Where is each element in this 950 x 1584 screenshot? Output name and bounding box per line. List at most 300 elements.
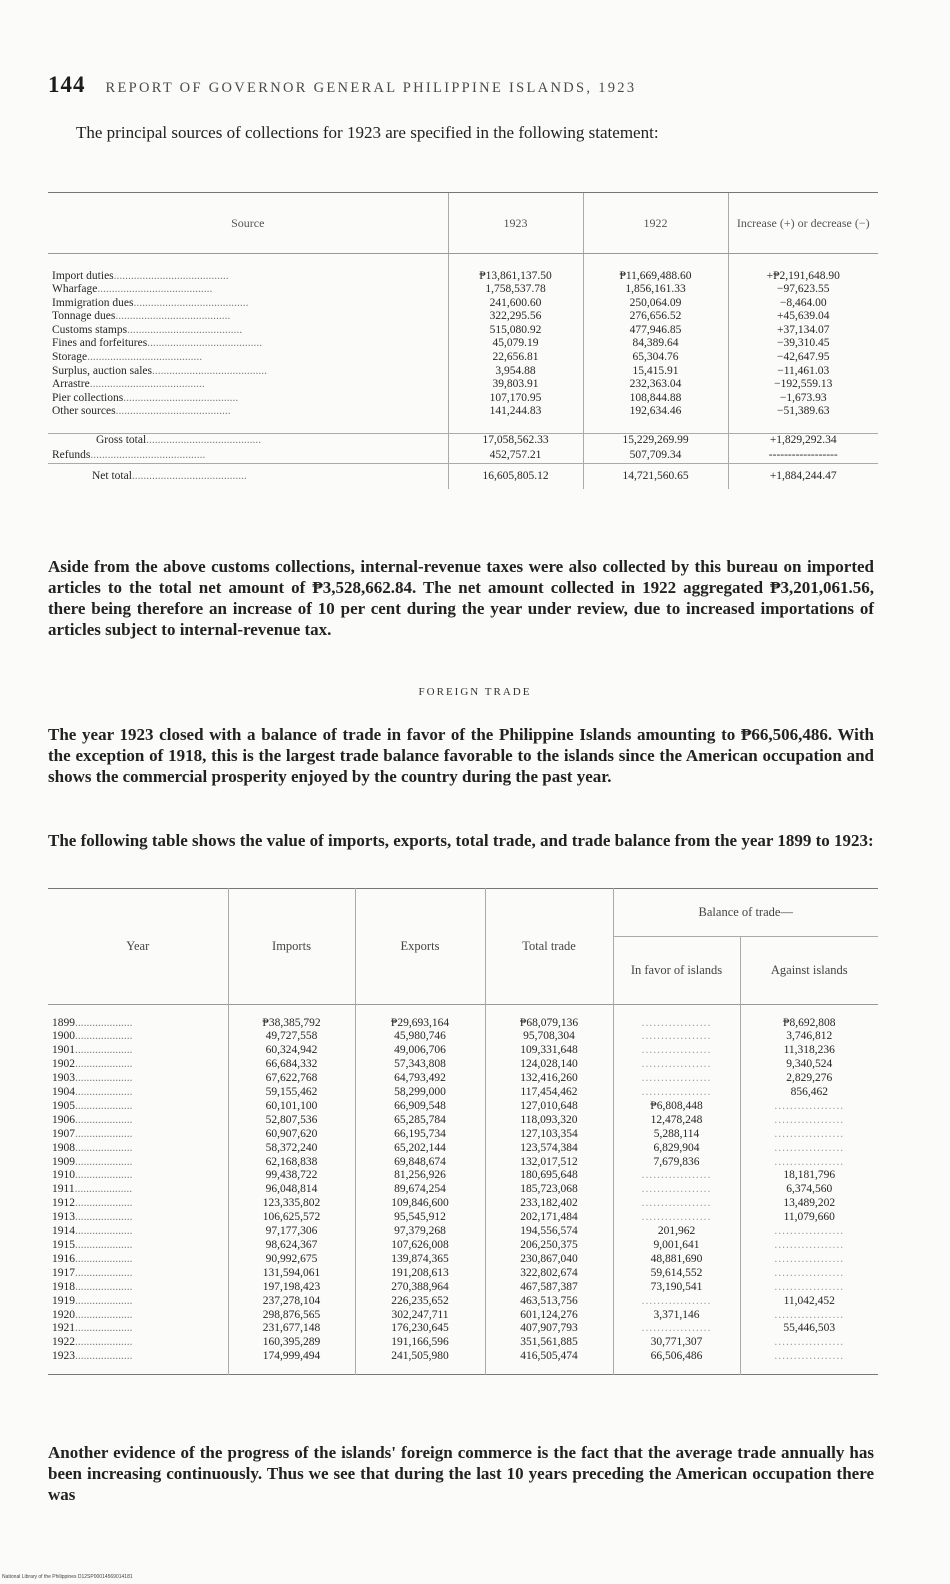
value-cell-imports: 298,876,565 <box>228 1309 355 1323</box>
year-label: 1908 <box>52 1141 75 1154</box>
internal-revenue-paragraph: Aside from the above customs collections, internal-revenue taxes were also collected by this bureau on imported articles to the total net amount of ₱3,528,662.84. The net amount collected in 1922 aggregated ₱3,201,061.56, there being therefore an increase of 10 per cent during the year under review, due to increased importations of articles subject to internal-revenue tax. <box>48 557 874 639</box>
year-label: 1914 <box>52 1225 75 1238</box>
value-cell-v1922: ₱11,669,488.60 <box>583 270 728 284</box>
table-row <box>48 1336 878 1350</box>
table-row <box>48 1017 878 1031</box>
leader-dots: .................... <box>75 1350 133 1363</box>
value-cell-imports: 197,198,423 <box>228 1281 355 1295</box>
value-cell-total: 132,017,512 <box>485 1156 613 1170</box>
value-cell-v1923: 39,803.91 <box>448 378 583 392</box>
value-cell-imports: 174,999,494 <box>228 1350 355 1364</box>
year-label: 1909 <box>52 1155 75 1168</box>
leader-dots: .................... <box>75 1336 133 1349</box>
value-cell-change: −51,389.63 <box>728 405 878 419</box>
year-label: 1918 <box>52 1280 75 1293</box>
year-cell <box>48 1211 228 1225</box>
value-cell-change: −1,673.93 <box>728 392 878 406</box>
value-cell-v1923: 107,170.95 <box>448 392 583 406</box>
value-cell-total: 463,513,756 <box>485 1295 613 1309</box>
source-cell <box>48 324 448 338</box>
value-cell-v1922: 1,856,161.33 <box>583 283 728 297</box>
year-cell <box>48 1072 228 1086</box>
value-cell-exports: 49,006,706 <box>355 1044 485 1058</box>
page-header <box>48 72 878 98</box>
value-cell-v1923: 3,954.88 <box>448 365 583 379</box>
year-label: 1906 <box>52 1113 75 1126</box>
value-cell-imports: 49,727,558 <box>228 1030 355 1044</box>
value-cell-change: −42,647.95 <box>728 351 878 365</box>
value-cell-imports: 58,372,240 <box>228 1142 355 1156</box>
source-cell <box>48 378 448 392</box>
leader-dots: ........................................ <box>146 434 262 447</box>
value-cell-v1923: 322,295.56 <box>448 310 583 324</box>
value-cell-favor: .................. <box>613 1197 740 1211</box>
year-label: 1907 <box>52 1127 75 1140</box>
value-cell-v1923: 141,244.83 <box>448 405 583 419</box>
year-label: 1900 <box>52 1030 75 1043</box>
year-cell <box>48 1156 228 1170</box>
value-cell-imports: 60,907,620 <box>228 1128 355 1142</box>
col-header-balance: Balance of trade— <box>613 889 878 937</box>
value-cell-exports: 97,379,268 <box>355 1225 485 1239</box>
value-cell-favor: ₱6,808,448 <box>613 1100 740 1114</box>
source-cell <box>48 310 448 324</box>
value-cell-against: 11,318,236 <box>740 1044 878 1058</box>
table-row <box>48 365 878 379</box>
value-cell-total: 117,454,462 <box>485 1086 613 1100</box>
value-cell-against: 9,340,524 <box>740 1058 878 1072</box>
year-label: 1915 <box>52 1239 75 1251</box>
year-label: 1919 <box>52 1294 75 1307</box>
value-cell-change: +1,829,292.34 <box>728 433 878 449</box>
value-cell-imports: 59,155,462 <box>228 1086 355 1100</box>
value-cell-change: +1,884,244.47 <box>728 463 878 489</box>
value-cell-exports: 81,256,926 <box>355 1169 485 1183</box>
value-cell-exports: 64,793,492 <box>355 1072 485 1086</box>
value-cell-total: 233,182,402 <box>485 1197 613 1211</box>
col-header-year: Year <box>126 939 150 953</box>
leader-dots: ........................................ <box>115 310 231 323</box>
source-label: Tonnage dues <box>52 310 116 323</box>
table-row <box>48 1058 878 1072</box>
source-cell <box>48 449 448 463</box>
value-cell-favor: .................. <box>613 1044 740 1058</box>
value-cell-total: 194,556,574 <box>485 1225 613 1239</box>
value-cell-imports: 131,594,061 <box>228 1267 355 1281</box>
leader-dots: .................... <box>75 1113 133 1126</box>
year-cell <box>48 1128 228 1142</box>
source-cell <box>48 297 448 311</box>
value-cell-v1922: 507,709.34 <box>583 449 728 463</box>
trade-table <box>48 888 878 1375</box>
year-label: 1904 <box>52 1086 75 1099</box>
leader-dots: ........................................ <box>131 469 247 482</box>
year-cell <box>48 1058 228 1072</box>
value-cell-exports: 58,299,000 <box>355 1086 485 1100</box>
table-row <box>48 1183 878 1197</box>
year-cell <box>48 1239 228 1253</box>
value-cell-against: .................. <box>740 1156 878 1170</box>
source-cell <box>48 337 448 351</box>
value-cell-v1922: 108,844.88 <box>583 392 728 406</box>
value-cell-against: .................. <box>740 1281 878 1295</box>
value-cell-against: .................. <box>740 1114 878 1128</box>
value-cell-v1923: ₱13,861,137.50 <box>448 270 583 284</box>
year-label: 1910 <box>52 1169 75 1182</box>
source-label: Refunds <box>52 449 91 462</box>
value-cell-against: 11,079,660 <box>740 1211 878 1225</box>
year-label: 1911 <box>52 1183 75 1196</box>
value-cell-change: +₱2,191,648.90 <box>728 270 878 284</box>
leader-dots: .................... <box>75 1086 133 1099</box>
value-cell-total: 180,695,648 <box>485 1169 613 1183</box>
section-title: FOREIGN TRADE <box>418 686 532 698</box>
value-cell-imports: 231,677,148 <box>228 1322 355 1336</box>
source-label: Storage <box>52 351 88 364</box>
value-cell-against: .................. <box>740 1253 878 1267</box>
source-label: Arrastre <box>52 378 90 391</box>
col-header-imports: Imports <box>228 889 355 1005</box>
value-cell-imports: 67,622,768 <box>228 1072 355 1086</box>
value-cell-favor: 3,371,146 <box>613 1309 740 1323</box>
value-cell-exports: ₱29,693,164 <box>355 1017 485 1031</box>
value-cell-against: .................. <box>740 1100 878 1114</box>
value-cell-favor: .................. <box>613 1086 740 1100</box>
leader-dots: .................... <box>75 1280 133 1293</box>
year-cell <box>48 1044 228 1058</box>
value-cell-imports: 96,048,814 <box>228 1183 355 1197</box>
value-cell-exports: 176,230,645 <box>355 1322 485 1336</box>
value-cell-v1922: 232,363.04 <box>583 378 728 392</box>
table-row <box>48 405 878 419</box>
year-cell <box>48 1225 228 1239</box>
value-cell-exports: 89,674,254 <box>355 1183 485 1197</box>
value-cell-change: −11,461.03 <box>728 365 878 379</box>
spacer-row <box>48 254 878 270</box>
leader-dots: .................... <box>75 1211 133 1224</box>
value-cell-favor: .................. <box>613 1183 740 1197</box>
value-cell-favor: .................. <box>613 1058 740 1072</box>
table-row <box>48 392 878 406</box>
source-cell <box>48 270 448 284</box>
leader-dots: .................... <box>75 1155 133 1168</box>
value-cell-exports: 95,545,912 <box>355 1211 485 1225</box>
value-cell-total: 127,103,354 <box>485 1128 613 1142</box>
table-row <box>48 463 878 489</box>
leader-dots: .................... <box>75 1016 133 1029</box>
collections-table <box>48 192 878 489</box>
source-cell <box>48 392 448 406</box>
value-cell-total: 407,907,793 <box>485 1322 613 1336</box>
value-cell-imports: 106,625,572 <box>228 1211 355 1225</box>
value-cell-favor: .................. <box>613 1030 740 1044</box>
value-cell-against: 6,374,560 <box>740 1183 878 1197</box>
table-row <box>48 270 878 284</box>
year-cell <box>48 1017 228 1031</box>
source-label: Customs stamps <box>52 323 128 336</box>
value-cell-against: ₱8,692,808 <box>740 1017 878 1031</box>
table-row <box>48 449 878 463</box>
value-cell-change: −39,310.45 <box>728 337 878 351</box>
value-cell-v1923: 515,080.92 <box>448 324 583 338</box>
year-cell <box>48 1295 228 1309</box>
value-cell-v1922: 15,229,269.99 <box>583 433 728 449</box>
table-row <box>48 1072 878 1086</box>
source-label: Import duties <box>52 269 114 282</box>
value-cell-against: .................. <box>740 1128 878 1142</box>
year-cell <box>48 1142 228 1156</box>
table-row <box>48 1044 878 1058</box>
table-row <box>48 1197 878 1211</box>
leader-dots: .................... <box>75 1141 133 1154</box>
trade-body <box>48 1005 878 1375</box>
year-cell <box>48 1336 228 1350</box>
value-cell-favor: 6,829,904 <box>613 1142 740 1156</box>
value-cell-exports: 69,848,674 <box>355 1156 485 1170</box>
table-row <box>48 1030 878 1044</box>
value-cell-against: .................. <box>740 1350 878 1364</box>
value-cell-v1923: 452,757.21 <box>448 449 583 463</box>
value-cell-favor: .................. <box>613 1017 740 1031</box>
value-cell-imports: 237,278,104 <box>228 1295 355 1309</box>
value-cell-exports: 45,980,746 <box>355 1030 485 1044</box>
value-cell-favor: .................. <box>613 1211 740 1225</box>
table-row <box>48 1169 878 1183</box>
leader-dots: .................... <box>75 1169 133 1182</box>
value-cell-v1922: 14,721,560.65 <box>583 463 728 489</box>
year-cell <box>48 1183 228 1197</box>
leader-dots: .................... <box>75 1252 133 1265</box>
source-label: Wharfage <box>52 283 98 296</box>
value-cell-total: 124,028,140 <box>485 1058 613 1072</box>
value-cell-total: 123,574,384 <box>485 1142 613 1156</box>
year-cell <box>48 1086 228 1100</box>
year-cell <box>48 1350 228 1364</box>
value-cell-exports: 241,505,980 <box>355 1350 485 1364</box>
year-cell <box>48 1309 228 1323</box>
value-cell-v1923: 22,656.81 <box>448 351 583 365</box>
leader-dots: ........................................ <box>113 269 229 282</box>
value-cell-against: .................. <box>740 1267 878 1281</box>
table-row <box>48 1156 878 1170</box>
source-cell <box>48 463 448 489</box>
leader-dots: ........................................ <box>115 405 231 418</box>
year-cell <box>48 1114 228 1128</box>
col-header-change: Increase (+) or decrease (−) <box>728 193 878 254</box>
col-header-1923: 1923 <box>448 193 583 254</box>
year-label: 1922 <box>52 1336 75 1349</box>
value-cell-total: ₱68,079,136 <box>485 1017 613 1031</box>
leader-dots: .................... <box>75 1266 133 1279</box>
table-row <box>48 1114 878 1128</box>
value-cell-favor: 30,771,307 <box>613 1336 740 1350</box>
table-row <box>48 1295 878 1309</box>
year-label: 1923 <box>52 1350 75 1363</box>
value-cell-v1922: 192,634.46 <box>583 405 728 419</box>
col-header-1922: 1922 <box>583 193 728 254</box>
value-cell-favor: 59,614,552 <box>613 1267 740 1281</box>
col-header-against: Against islands <box>740 937 878 1005</box>
value-cell-favor: 9,001,641 <box>613 1239 740 1253</box>
value-cell-imports: 60,101,100 <box>228 1100 355 1114</box>
value-cell-v1923: 1,758,537.78 <box>448 283 583 297</box>
leader-dots: .................... <box>75 1072 133 1085</box>
leader-dots: .................... <box>75 1058 133 1071</box>
source-label: Pier collections <box>52 391 124 404</box>
value-cell-imports: ₱38,385,792 <box>228 1017 355 1031</box>
value-cell-total: 230,867,040 <box>485 1253 613 1267</box>
value-cell-against: .................. <box>740 1239 878 1253</box>
col-header-source: Source <box>48 193 448 254</box>
leader-dots: ........................................ <box>147 337 263 350</box>
value-cell-v1922: 15,415.91 <box>583 365 728 379</box>
value-cell-imports: 97,177,306 <box>228 1225 355 1239</box>
table-row <box>48 378 878 392</box>
value-cell-against: 18,181,796 <box>740 1169 878 1183</box>
value-cell-total: 206,250,375 <box>485 1239 613 1253</box>
year-label: 1912 <box>52 1197 75 1210</box>
table-row <box>48 1142 878 1156</box>
value-cell-v1923: 16,605,805.12 <box>448 463 583 489</box>
value-cell-v1923: 17,058,562.33 <box>448 433 583 449</box>
value-cell-favor: 12,478,248 <box>613 1114 740 1128</box>
leader-dots: ........................................ <box>151 364 267 377</box>
table-row <box>48 1350 878 1364</box>
table-end-row <box>48 1364 878 1374</box>
value-cell-against: 13,489,202 <box>740 1197 878 1211</box>
value-cell-favor: 7,679,836 <box>613 1156 740 1170</box>
source-label: Other sources <box>52 405 116 418</box>
value-cell-against: 856,462 <box>740 1086 878 1100</box>
year-label: 1905 <box>52 1099 75 1112</box>
year-label: 1920 <box>52 1308 75 1321</box>
leader-dots: ........................................ <box>97 283 213 296</box>
value-cell-change: +37,134.07 <box>728 324 878 338</box>
leader-dots: .................... <box>74 1183 133 1196</box>
table-row <box>48 351 878 365</box>
year-label: 1901 <box>52 1044 75 1057</box>
year-label: 1916 <box>52 1252 75 1265</box>
value-cell-v1922: 84,389.64 <box>583 337 728 351</box>
value-cell-total: 351,561,885 <box>485 1336 613 1350</box>
value-cell-favor: .................. <box>613 1322 740 1336</box>
page-number: 144 <box>48 72 86 97</box>
table-intro-paragraph: The following table shows the value of imports, exports, total trade, and trade balance from the year 1899 to 1923: <box>48 831 874 850</box>
value-cell-total: 118,093,320 <box>485 1114 613 1128</box>
year-label: 1917 <box>52 1266 75 1279</box>
year-label: 1913 <box>52 1211 75 1224</box>
leader-dots: .................... <box>75 1239 133 1251</box>
value-cell-exports: 57,343,808 <box>355 1058 485 1072</box>
leader-dots: .................... <box>75 1099 133 1112</box>
spacer-row <box>48 1005 878 1017</box>
value-cell-exports: 65,202,144 <box>355 1142 485 1156</box>
year-label: 1903 <box>52 1072 75 1085</box>
value-cell-against: 55,446,503 <box>740 1322 878 1336</box>
year-cell <box>48 1030 228 1044</box>
source-label: Immigration dues <box>52 296 134 309</box>
source-cell <box>48 365 448 379</box>
value-cell-against: 11,042,452 <box>740 1295 878 1309</box>
table-row <box>48 1086 878 1100</box>
year-label: 1902 <box>52 1058 75 1071</box>
table-row <box>48 1309 878 1323</box>
value-cell-total: 202,171,484 <box>485 1211 613 1225</box>
col-header-exports: Exports <box>355 889 485 1005</box>
leader-dots: ........................................ <box>123 391 239 404</box>
value-cell-favor: 201,962 <box>613 1225 740 1239</box>
leader-dots: .................... <box>75 1322 133 1335</box>
value-cell-imports: 62,168,838 <box>228 1156 355 1170</box>
value-cell-total: 127,010,648 <box>485 1100 613 1114</box>
value-cell-total: 185,723,068 <box>485 1183 613 1197</box>
source-cell <box>48 433 448 449</box>
value-cell-exports: 270,388,964 <box>355 1281 485 1295</box>
table-row <box>48 1239 878 1253</box>
source-cell <box>48 283 448 297</box>
year-cell <box>48 1322 228 1336</box>
source-label: Fines and forfeitures <box>52 337 148 350</box>
table-row <box>48 1211 878 1225</box>
source-cell <box>48 351 448 365</box>
value-cell-change: −8,464.00 <box>728 297 878 311</box>
leader-dots: .................... <box>75 1225 133 1238</box>
value-cell-change: ------------------ <box>728 449 878 463</box>
year-cell <box>48 1281 228 1295</box>
closing-paragraph: Another evidence of the progress of the islands' foreign commerce is the fact that the average trade annually has been increasing continuously. Thus we see that during the last 10 years preceding the American occupation there was <box>48 1443 874 1504</box>
value-cell-imports: 99,438,722 <box>228 1169 355 1183</box>
leader-dots: ........................................ <box>87 351 203 364</box>
year-label: 1921 <box>52 1322 75 1335</box>
leader-dots: .................... <box>75 1294 133 1307</box>
value-cell-imports: 90,992,675 <box>228 1253 355 1267</box>
col-header-in-favor: In favor of islands <box>613 937 740 1005</box>
table-row <box>48 433 878 449</box>
spacer-row <box>48 419 878 433</box>
value-cell-imports: 98,624,367 <box>228 1239 355 1253</box>
value-cell-against: .................. <box>740 1336 878 1350</box>
value-cell-against: 2,829,276 <box>740 1072 878 1086</box>
year-cell <box>48 1169 228 1183</box>
year-cell <box>48 1100 228 1114</box>
value-cell-imports: 66,684,332 <box>228 1058 355 1072</box>
leader-dots: ........................................ <box>133 296 249 309</box>
value-cell-against: 3,746,812 <box>740 1030 878 1044</box>
table-row <box>48 1267 878 1281</box>
leader-dots: .................... <box>75 1044 133 1057</box>
value-cell-total: 95,708,304 <box>485 1030 613 1044</box>
leader-dots: ........................................ <box>127 323 243 336</box>
value-cell-exports: 226,235,652 <box>355 1295 485 1309</box>
leader-dots: .................... <box>75 1308 133 1321</box>
table-row <box>48 1128 878 1142</box>
running-title: REPORT OF GOVERNOR GENERAL PHILIPPINE ISLANDS, 1923 <box>105 80 637 96</box>
table-row <box>48 1253 878 1267</box>
leader-dots: .................... <box>75 1127 133 1140</box>
value-cell-favor: 66,506,486 <box>613 1350 740 1364</box>
value-cell-exports: 66,195,734 <box>355 1128 485 1142</box>
value-cell-change: +45,639.04 <box>728 310 878 324</box>
year-cell <box>48 1253 228 1267</box>
value-cell-v1922: 276,656.52 <box>583 310 728 324</box>
value-cell-against: .................. <box>740 1309 878 1323</box>
value-cell-total: 416,505,474 <box>485 1350 613 1364</box>
value-cell-favor: 48,881,690 <box>613 1253 740 1267</box>
leader-dots: .................... <box>75 1197 133 1210</box>
value-cell-favor: .................. <box>613 1072 740 1086</box>
value-cell-total: 467,587,387 <box>485 1281 613 1295</box>
table-row <box>48 1100 878 1114</box>
